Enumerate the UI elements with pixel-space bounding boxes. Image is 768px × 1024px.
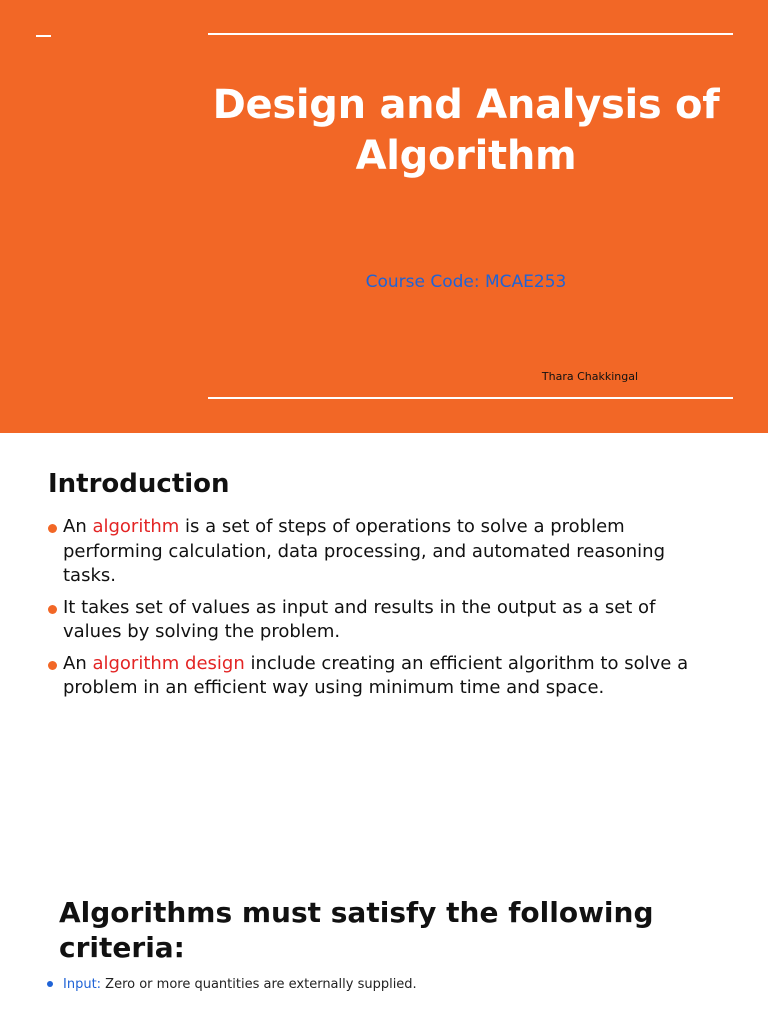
bullet-highlight: algorithm: [92, 516, 180, 537]
bullet-text: An: [63, 652, 93, 674]
bullet-text: is a set of steps of operations to solve a problem performing calculation, data processing, and automated reasoning tasks.: [63, 516, 666, 586]
slide-title: Design and Analysis of Algorithm: [212, 82, 720, 179]
bullet-dot-icon: [48, 524, 57, 533]
course-code: Course Code: MCAE253: [365, 272, 567, 292]
criteria-text: Zero or more quantities are externally supplied.: [101, 977, 417, 992]
bottom-divider: [208, 397, 733, 399]
introduction-bullet-list: [48, 515, 718, 708]
author-name: Thara Chakkingal: [541, 370, 639, 383]
introduction-heading: Introduction: [48, 469, 230, 499]
introduction-slide: [0, 433, 768, 873]
criteria-key: Input:: [63, 977, 102, 992]
top-divider: [208, 33, 733, 35]
bullet-text: An: [63, 516, 93, 537]
bullet-text: include creating an efficient algorithm to solve a problem in an efficient way using minimum time and space.: [63, 652, 689, 698]
bullet-item: [48, 596, 718, 645]
bullet-dot-icon: [47, 981, 53, 987]
criteria-heading: Algorithms must satisfy the following criteria:: [59, 896, 654, 964]
bullet-dot-icon: [48, 661, 57, 670]
title-slide: [0, 0, 768, 433]
bullet-dot-icon: [48, 605, 57, 614]
decorative-dash: [36, 35, 51, 37]
bullet-item: [48, 652, 718, 701]
criteria-slide: [0, 873, 768, 1024]
bullet-text: It takes set of values as input and results in the output as a set of values by solving the problem.: [63, 596, 656, 642]
bullet-highlight: algorithm design: [92, 652, 245, 674]
criteria-item: [47, 977, 417, 992]
bullet-item: [48, 515, 718, 589]
